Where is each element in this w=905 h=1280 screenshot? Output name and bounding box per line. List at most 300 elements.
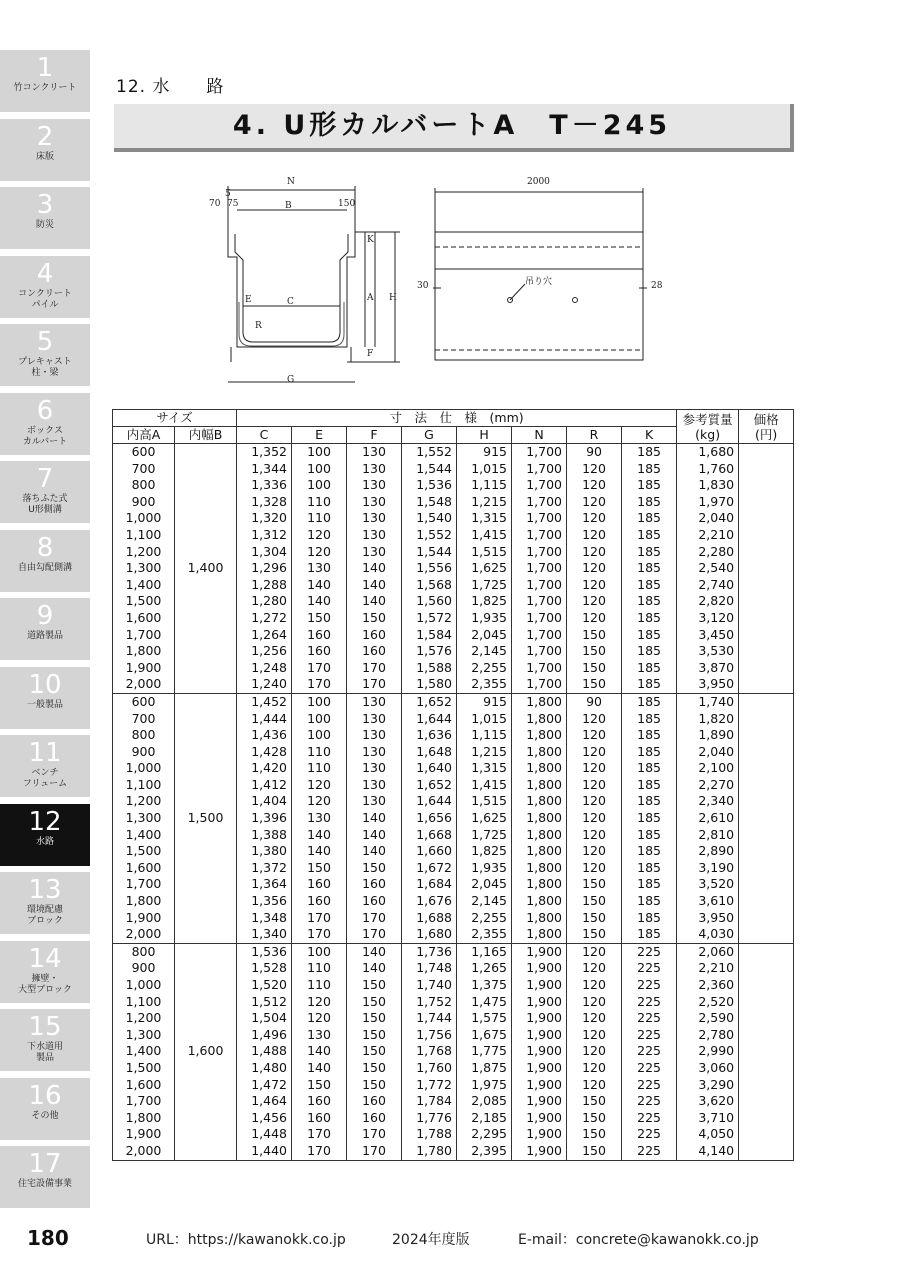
cell-A: 1,800 xyxy=(113,1110,175,1127)
cell-H: 1,935 xyxy=(457,610,512,627)
cell-R: 120 xyxy=(567,593,622,610)
cell-price xyxy=(739,593,794,610)
cell-F: 140 xyxy=(347,593,402,610)
cell-N: 1,900 xyxy=(512,1027,567,1044)
cell-N: 1,800 xyxy=(512,810,567,827)
cell-E: 170 xyxy=(292,660,347,677)
cell-E: 160 xyxy=(292,643,347,660)
cell-F: 130 xyxy=(347,477,402,494)
cell-C: 1,420 xyxy=(237,760,292,777)
label-G: G xyxy=(287,375,295,385)
cell-weight: 2,040 xyxy=(677,510,739,527)
cell-price xyxy=(739,711,794,728)
cell-G: 1,640 xyxy=(402,760,457,777)
cell-F: 170 xyxy=(347,910,402,927)
cell-K: 185 xyxy=(622,727,677,744)
cell-C: 1,240 xyxy=(237,676,292,693)
cell-G: 1,652 xyxy=(402,777,457,794)
cell-C: 1,340 xyxy=(237,926,292,943)
cell-A: 1,200 xyxy=(113,793,175,810)
cell-E: 160 xyxy=(292,627,347,644)
cell-H: 1,935 xyxy=(457,860,512,877)
cell-R: 150 xyxy=(567,926,622,943)
cell-N: 1,800 xyxy=(512,843,567,860)
cell-A: 1,800 xyxy=(113,893,175,910)
cell-N: 1,700 xyxy=(512,610,567,627)
chapter-label: 水路 xyxy=(35,836,54,847)
cell-A: 1,600 xyxy=(113,1077,175,1094)
cell-R: 120 xyxy=(567,977,622,994)
cell-C: 1,464 xyxy=(237,1093,292,1110)
cell-G: 1,668 xyxy=(402,827,457,844)
cell-N: 1,900 xyxy=(512,1143,567,1160)
chapter-tab-3[interactable] xyxy=(0,187,90,249)
cell-A: 1,000 xyxy=(113,510,175,527)
label-2000: 2000 xyxy=(527,177,550,187)
chapter-label: 床版 xyxy=(35,151,54,162)
cell-F: 130 xyxy=(347,793,402,810)
chapter-label: 一般製品 xyxy=(26,699,63,710)
cell-K: 185 xyxy=(622,893,677,910)
cell-weight: 2,060 xyxy=(677,943,739,960)
cell-weight: 2,740 xyxy=(677,577,739,594)
cell-R: 150 xyxy=(567,1143,622,1160)
cell-N: 1,900 xyxy=(512,1060,567,1077)
cell-F: 130 xyxy=(347,544,402,561)
cell-G: 1,652 xyxy=(402,693,457,710)
cell-R: 150 xyxy=(567,1093,622,1110)
cell-A: 1,100 xyxy=(113,994,175,1011)
cell-E: 140 xyxy=(292,843,347,860)
cell-K: 185 xyxy=(622,676,677,693)
cell-A: 2,000 xyxy=(113,1143,175,1160)
cell-E: 130 xyxy=(292,1027,347,1044)
header-E: E xyxy=(292,427,347,444)
cell-K: 185 xyxy=(622,494,677,511)
cell-H: 1,825 xyxy=(457,843,512,860)
cell-weight: 3,520 xyxy=(677,876,739,893)
cell-A: 1,000 xyxy=(113,977,175,994)
cell-N: 1,900 xyxy=(512,1093,567,1110)
cell-N: 1,800 xyxy=(512,860,567,877)
cell-E: 100 xyxy=(292,693,347,710)
cell-K: 185 xyxy=(622,527,677,544)
cell-R: 120 xyxy=(567,777,622,794)
cell-price xyxy=(739,676,794,693)
chapter-tab-6[interactable] xyxy=(0,393,90,455)
cell-G: 1,660 xyxy=(402,843,457,860)
cell-G: 1,676 xyxy=(402,893,457,910)
cell-K: 225 xyxy=(622,1010,677,1027)
cell-E: 140 xyxy=(292,593,347,610)
cell-C: 1,296 xyxy=(237,560,292,577)
cell-R: 120 xyxy=(567,727,622,744)
footer-url[interactable]: URL：https://kawanokk.co.jp xyxy=(146,1232,346,1248)
cell-E: 120 xyxy=(292,793,347,810)
chapter-number: 4 xyxy=(36,258,54,289)
cell-N: 1,800 xyxy=(512,876,567,893)
label-150: 150 xyxy=(338,199,356,209)
cell-C: 1,448 xyxy=(237,1126,292,1143)
cell-G: 1,536 xyxy=(402,477,457,494)
chapter-tab-5[interactable] xyxy=(0,324,90,386)
cell-F: 140 xyxy=(347,943,402,960)
cell-F: 130 xyxy=(347,777,402,794)
cell-E: 110 xyxy=(292,960,347,977)
cell-A: 800 xyxy=(113,477,175,494)
cell-F: 130 xyxy=(347,461,402,478)
cell-G: 1,744 xyxy=(402,1010,457,1027)
cell-G: 1,656 xyxy=(402,810,457,827)
cell-C: 1,396 xyxy=(237,810,292,827)
cell-C: 1,388 xyxy=(237,827,292,844)
cell-N: 1,800 xyxy=(512,760,567,777)
cell-C: 1,488 xyxy=(237,1043,292,1060)
chapter-label: コンクリート パイル xyxy=(18,288,72,310)
cell-F: 150 xyxy=(347,1077,402,1094)
cell-A: 2,000 xyxy=(113,926,175,943)
cell-F: 130 xyxy=(347,711,402,728)
header-B: 内幅B xyxy=(175,427,237,444)
cell-H: 1,825 xyxy=(457,593,512,610)
cell-G: 1,584 xyxy=(402,627,457,644)
cell-K: 185 xyxy=(622,793,677,810)
cell-R: 150 xyxy=(567,876,622,893)
cell-F: 170 xyxy=(347,676,402,693)
cell-E: 140 xyxy=(292,577,347,594)
chapter-tab-1[interactable] xyxy=(0,50,90,112)
chapter-number: 11 xyxy=(28,738,62,768)
cell-E: 140 xyxy=(292,827,347,844)
cell-K: 225 xyxy=(622,1110,677,1127)
cell-weight: 2,270 xyxy=(677,777,739,794)
chapter-tab-11[interactable] xyxy=(0,735,90,797)
cell-price xyxy=(739,1093,794,1110)
cell-R: 90 xyxy=(567,693,622,710)
cell-A: 1,600 xyxy=(113,610,175,627)
cell-H: 1,775 xyxy=(457,1043,512,1060)
label-C: C xyxy=(287,297,294,307)
cell-H: 1,165 xyxy=(457,943,512,960)
cell-E: 110 xyxy=(292,510,347,527)
cell-C: 1,348 xyxy=(237,910,292,927)
cell-E: 100 xyxy=(292,461,347,478)
cell-A: 1,500 xyxy=(113,843,175,860)
cell-R: 150 xyxy=(567,643,622,660)
cell-R: 120 xyxy=(567,544,622,561)
label-F: F xyxy=(367,349,374,359)
cell-A: 1,200 xyxy=(113,1010,175,1027)
cell-G: 1,768 xyxy=(402,1043,457,1060)
cell-N: 1,900 xyxy=(512,1043,567,1060)
cell-R: 120 xyxy=(567,711,622,728)
cell-C: 1,456 xyxy=(237,1110,292,1127)
cell-E: 160 xyxy=(292,1093,347,1110)
cell-F: 150 xyxy=(347,1043,402,1060)
cell-A: 1,900 xyxy=(113,660,175,677)
cell-N: 1,900 xyxy=(512,994,567,1011)
cell-K: 225 xyxy=(622,1093,677,1110)
cell-price xyxy=(739,994,794,1011)
chapter-tab-16[interactable] xyxy=(0,1078,90,1140)
cell-weight: 4,050 xyxy=(677,1126,739,1143)
spec-table xyxy=(112,409,794,1161)
chapter-tab-14[interactable] xyxy=(0,941,90,1003)
cell-R: 120 xyxy=(567,1027,622,1044)
cell-K: 185 xyxy=(622,660,677,677)
header-N: N xyxy=(512,427,567,444)
cell-R: 150 xyxy=(567,1110,622,1127)
cell-C: 1,512 xyxy=(237,994,292,1011)
cell-price xyxy=(739,827,794,844)
chapter-label: その他 xyxy=(31,1110,59,1121)
cell-price xyxy=(739,627,794,644)
cell-K: 185 xyxy=(622,693,677,710)
table-row xyxy=(113,693,794,710)
cell-H: 2,145 xyxy=(457,893,512,910)
page-title-box xyxy=(114,104,794,152)
cell-C: 1,304 xyxy=(237,544,292,561)
cell-K: 225 xyxy=(622,943,677,960)
cell-E: 100 xyxy=(292,727,347,744)
cell-price xyxy=(739,577,794,594)
cell-H: 1,475 xyxy=(457,994,512,1011)
cell-R: 120 xyxy=(567,860,622,877)
cell-C: 1,352 xyxy=(237,444,292,461)
cell-A: 900 xyxy=(113,960,175,977)
cell-weight: 3,120 xyxy=(677,610,739,627)
cell-C: 1,256 xyxy=(237,643,292,660)
cell-N: 1,700 xyxy=(512,676,567,693)
cell-E: 110 xyxy=(292,744,347,761)
section-outline xyxy=(228,232,355,347)
cell-F: 160 xyxy=(347,876,402,893)
cell-N: 1,700 xyxy=(512,577,567,594)
cell-F: 170 xyxy=(347,926,402,943)
cell-N: 1,900 xyxy=(512,943,567,960)
chapter-tab-2[interactable] xyxy=(0,119,90,181)
chapter-number: 6 xyxy=(36,395,54,426)
cell-C: 1,344 xyxy=(237,461,292,478)
cell-weight: 2,280 xyxy=(677,544,739,561)
label-K: K xyxy=(367,235,374,245)
cell-H: 1,315 xyxy=(457,510,512,527)
chapter-tab-13[interactable] xyxy=(0,872,90,934)
cell-N: 1,900 xyxy=(512,1110,567,1127)
cell-price xyxy=(739,610,794,627)
cell-C: 1,528 xyxy=(237,960,292,977)
chapter-number: 9 xyxy=(36,601,54,631)
cell-E: 100 xyxy=(292,943,347,960)
section-inner xyxy=(235,234,348,342)
cell-R: 120 xyxy=(567,477,622,494)
cell-weight: 3,950 xyxy=(677,910,739,927)
cell-H: 1,515 xyxy=(457,793,512,810)
cell-F: 130 xyxy=(347,527,402,544)
cell-R: 120 xyxy=(567,510,622,527)
cell-A: 1,000 xyxy=(113,760,175,777)
cell-H: 1,515 xyxy=(457,544,512,561)
cell-weight: 2,820 xyxy=(677,593,739,610)
cell-K: 185 xyxy=(622,444,677,461)
cell-H: 915 xyxy=(457,444,512,461)
label-28: 28 xyxy=(651,281,663,291)
chapter-label: 環境配慮 ブロック xyxy=(26,905,63,926)
footer-email[interactable]: E-mail：concrete@kawanokk.co.jp xyxy=(518,1232,759,1248)
cell-E: 110 xyxy=(292,760,347,777)
cell-A: 600 xyxy=(113,444,175,461)
header-R: R xyxy=(567,427,622,444)
cell-price xyxy=(739,477,794,494)
cell-C: 1,320 xyxy=(237,510,292,527)
cell-price xyxy=(739,810,794,827)
cell-price xyxy=(739,943,794,960)
page-number: 180 xyxy=(27,1226,69,1250)
cell-C: 1,496 xyxy=(237,1027,292,1044)
chapter-label: ボックス カルバート xyxy=(22,425,68,447)
cell-price xyxy=(739,893,794,910)
chapter-tab-9[interactable] xyxy=(0,598,90,660)
cell-F: 170 xyxy=(347,1143,402,1160)
cell-C: 1,364 xyxy=(237,876,292,893)
cell-price xyxy=(739,777,794,794)
cell-H: 2,045 xyxy=(457,876,512,893)
cell-E: 100 xyxy=(292,477,347,494)
cell-F: 150 xyxy=(347,1010,402,1027)
cell-K: 185 xyxy=(622,711,677,728)
cell-C: 1,328 xyxy=(237,494,292,511)
cell-R: 120 xyxy=(567,1010,622,1027)
header-size: サイズ xyxy=(113,410,237,427)
cell-R: 120 xyxy=(567,527,622,544)
cell-N: 1,800 xyxy=(512,744,567,761)
cell-C: 1,520 xyxy=(237,977,292,994)
cell-R: 120 xyxy=(567,943,622,960)
cell-C: 1,472 xyxy=(237,1077,292,1094)
cell-N: 1,700 xyxy=(512,643,567,660)
cell-G: 1,572 xyxy=(402,610,457,627)
cell-F: 160 xyxy=(347,893,402,910)
cell-K: 185 xyxy=(622,876,677,893)
cell-G: 1,752 xyxy=(402,994,457,1011)
cell-A: 2,000 xyxy=(113,676,175,693)
chapter-number: 7 xyxy=(36,464,54,494)
cell-N: 1,700 xyxy=(512,444,567,461)
cell-C: 1,404 xyxy=(237,793,292,810)
cell-E: 120 xyxy=(292,994,347,1011)
cell-B: 1,400 xyxy=(175,444,237,694)
cell-price xyxy=(739,1143,794,1160)
cell-C: 1,480 xyxy=(237,1060,292,1077)
section-title: 12. 水 路 xyxy=(116,77,225,97)
cell-weight: 2,210 xyxy=(677,960,739,977)
chapter-tab-8[interactable] xyxy=(0,530,90,592)
cell-N: 1,800 xyxy=(512,910,567,927)
chapter-tab-4[interactable] xyxy=(0,256,90,318)
cell-price xyxy=(739,860,794,877)
cell-K: 225 xyxy=(622,1143,677,1160)
cell-N: 1,800 xyxy=(512,711,567,728)
cell-E: 170 xyxy=(292,1126,347,1143)
cell-G: 1,684 xyxy=(402,876,457,893)
cell-K: 225 xyxy=(622,960,677,977)
table-row xyxy=(113,943,794,960)
cell-F: 130 xyxy=(347,760,402,777)
cell-A: 800 xyxy=(113,727,175,744)
cell-K: 185 xyxy=(622,827,677,844)
cell-A: 1,500 xyxy=(113,1060,175,1077)
cell-R: 120 xyxy=(567,1060,622,1077)
cell-C: 1,444 xyxy=(237,711,292,728)
cell-K: 185 xyxy=(622,744,677,761)
chapter-number: 14 xyxy=(28,943,62,974)
cell-E: 170 xyxy=(292,676,347,693)
cell-weight: 2,890 xyxy=(677,843,739,860)
cell-weight: 3,290 xyxy=(677,1077,739,1094)
cell-N: 1,700 xyxy=(512,494,567,511)
cell-N: 1,900 xyxy=(512,1077,567,1094)
cell-G: 1,648 xyxy=(402,744,457,761)
cell-R: 150 xyxy=(567,676,622,693)
cell-F: 150 xyxy=(347,610,402,627)
chapter-tab-15[interactable] xyxy=(0,1009,90,1071)
cell-H: 1,115 xyxy=(457,477,512,494)
chapter-number: 12 xyxy=(28,806,62,837)
cell-K: 185 xyxy=(622,910,677,927)
cell-price xyxy=(739,727,794,744)
cell-weight: 2,040 xyxy=(677,744,739,761)
cell-price xyxy=(739,843,794,860)
chapter-tab-12[interactable] xyxy=(0,804,90,866)
cell-R: 90 xyxy=(567,444,622,461)
cell-weight: 2,590 xyxy=(677,1010,739,1027)
chapter-number: 10 xyxy=(28,669,62,700)
cell-N: 1,700 xyxy=(512,544,567,561)
cell-H: 2,255 xyxy=(457,660,512,677)
cell-G: 1,548 xyxy=(402,494,457,511)
cell-A: 1,600 xyxy=(113,860,175,877)
cell-H: 1,675 xyxy=(457,1027,512,1044)
cell-price xyxy=(739,793,794,810)
chapter-tab-17[interactable] xyxy=(0,1146,90,1208)
cell-C: 1,440 xyxy=(237,1143,292,1160)
cell-K: 185 xyxy=(622,760,677,777)
cell-R: 150 xyxy=(567,660,622,677)
cell-E: 120 xyxy=(292,544,347,561)
cell-weight: 3,710 xyxy=(677,1110,739,1127)
cell-N: 1,700 xyxy=(512,627,567,644)
cell-H: 1,975 xyxy=(457,1077,512,1094)
cell-E: 140 xyxy=(292,1060,347,1077)
chapter-tab-7[interactable] xyxy=(0,461,90,523)
cell-R: 120 xyxy=(567,810,622,827)
cell-weight: 1,820 xyxy=(677,711,739,728)
cell-weight: 3,950 xyxy=(677,676,739,693)
cell-A: 1,900 xyxy=(113,910,175,927)
cell-R: 120 xyxy=(567,760,622,777)
cell-G: 1,688 xyxy=(402,910,457,927)
cell-B: 1,600 xyxy=(175,943,237,1160)
chapter-tab-10[interactable] xyxy=(0,667,90,729)
cell-H: 2,045 xyxy=(457,627,512,644)
cell-N: 1,800 xyxy=(512,926,567,943)
cell-K: 185 xyxy=(622,610,677,627)
cell-A: 600 xyxy=(113,693,175,710)
cell-E: 100 xyxy=(292,711,347,728)
cell-F: 160 xyxy=(347,1110,402,1127)
chapter-number: 13 xyxy=(28,875,62,905)
cell-G: 1,556 xyxy=(402,560,457,577)
